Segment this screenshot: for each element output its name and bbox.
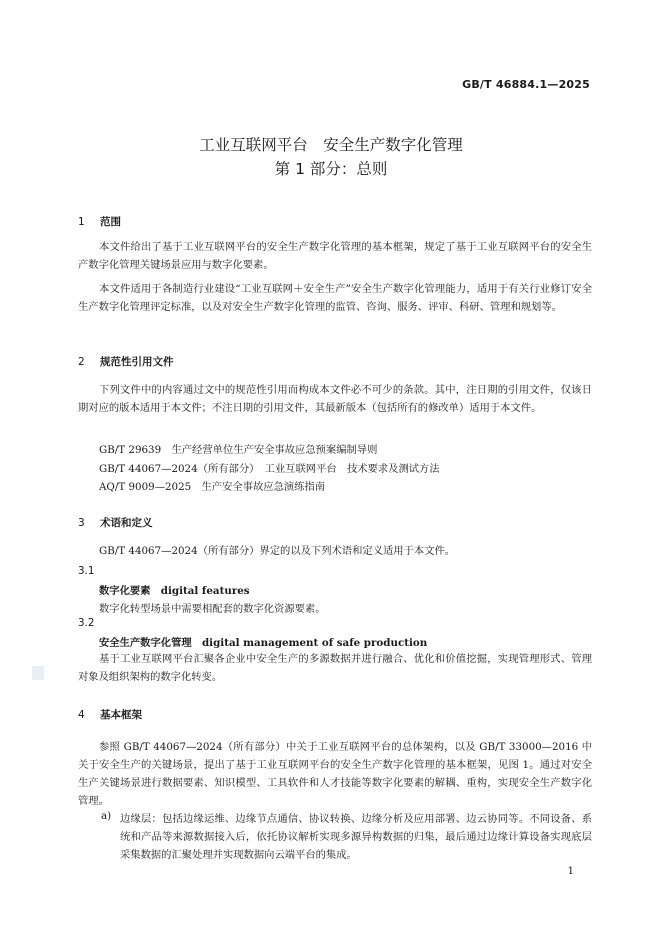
normative-reference: GB/T 44067—2024（所有部分） 工业互联网平台 技术要求及测试方法 bbox=[99, 463, 440, 475]
section-title: 规范性引用文件 bbox=[100, 356, 174, 368]
section-4-paragraph-1: 参照 GB/T 44067—2024（所有部分）中关于工业互联网平台的总体架构，以及 GB/T 33000—2016 中关于安全生产的关键场景，提出了基于工业互联网平台的安全生产数字化管理的基本框架，见图 1。通过对安全生产关键场景进行数据要素、知识模型、工具软件和人才技能等数字化要素的解耦、重构，实现安全生产数字化管理。 bbox=[78, 741, 592, 807]
term-number: 3.2 bbox=[78, 617, 95, 629]
section-number: 3 bbox=[78, 517, 85, 529]
section-number: 2 bbox=[78, 356, 85, 368]
normative-reference: GB/T 29639 生产经营单位生产安全事故应急预案编制导则 bbox=[99, 444, 378, 456]
term-name-en: digital features bbox=[160, 585, 250, 597]
section-2-heading bbox=[78, 354, 174, 369]
section-title: 术语和定义 bbox=[100, 517, 153, 529]
term-definition: 基于工业互联网平台汇聚各企业中安全生产的多源数据并进行融合、优化和价值挖掘，实现管理形式、管理对象及组织架构的数字化转变。 bbox=[78, 653, 592, 683]
section-4-heading bbox=[78, 707, 142, 722]
document-title: 工业互联网平台 安全生产数字化管理 bbox=[199, 136, 463, 154]
standard-id: GB/T 46884.1—2025 bbox=[462, 78, 590, 91]
term-name bbox=[99, 582, 250, 597]
document-subtitle: 第 1 部分：总则 bbox=[274, 160, 388, 178]
list-item-marker: a) bbox=[101, 810, 112, 822]
normative-reference: AQ/T 9009—2025 生产安全事故应急演练指南 bbox=[99, 481, 326, 493]
page-number: 1 bbox=[567, 866, 574, 877]
section-title: 基本框架 bbox=[100, 709, 142, 721]
section-3-paragraph-1: GB/T 44067—2024（所有部分）界定的以及下列术语和定义适用于本文件。 bbox=[99, 545, 456, 557]
term-definition: 数字化转型场景中需要相配套的数字化资源要素。 bbox=[99, 603, 326, 615]
term-name bbox=[99, 634, 427, 649]
term-name-cn: 安全生产数字化管理 bbox=[99, 637, 192, 649]
section-title: 范围 bbox=[100, 216, 121, 228]
section-1-paragraph-1: 本文件给出了基于工业互联网平台的安全生产数字化管理的基本框架，规定了基于工业互联网平台的安全生产数字化管理关键场景应用与数字化要素。 bbox=[78, 241, 592, 271]
margin-tab-mark bbox=[32, 666, 44, 680]
section-3-heading bbox=[78, 515, 153, 530]
section-number: 4 bbox=[78, 709, 85, 721]
term-name-cn: 数字化要素 bbox=[99, 585, 151, 597]
section-number: 1 bbox=[78, 216, 85, 228]
term-number: 3.1 bbox=[78, 565, 95, 577]
section-1-paragraph-2: 本文件适用于各制造行业建设“工业互联网＋安全生产”安全生产数字化管理能力，适用于有关行业修订安全生产数字化管理评定标准，以及对安全生产数字化管理的监管、咨询、服务、评审、科研、管理和规划等。 bbox=[78, 283, 592, 313]
section-2-paragraph-1: 下列文件中的内容通过文中的规范性引用而构成本文件必不可少的条款。其中，注日期的引用文件，仅该日期对应的版本适用于本文件；不注日期的引用文件，其最新版本（包括所有的修改单）适用于本文件。 bbox=[78, 384, 592, 414]
list-item-text: 边缘层：包括边缘运维、边缘节点通信、协议转换、边缘分析及应用部署、边云协同等。不同设备、系统和产品等来源数据接入后，依托协议解析实现多源异构数据的归集，最后通过边缘计算设备实现底层采集数据的汇聚处理并实现数据向云端平台的集成。 bbox=[120, 813, 592, 861]
section-1-heading bbox=[78, 214, 121, 229]
term-name-en: digital management of safe production bbox=[201, 637, 428, 649]
